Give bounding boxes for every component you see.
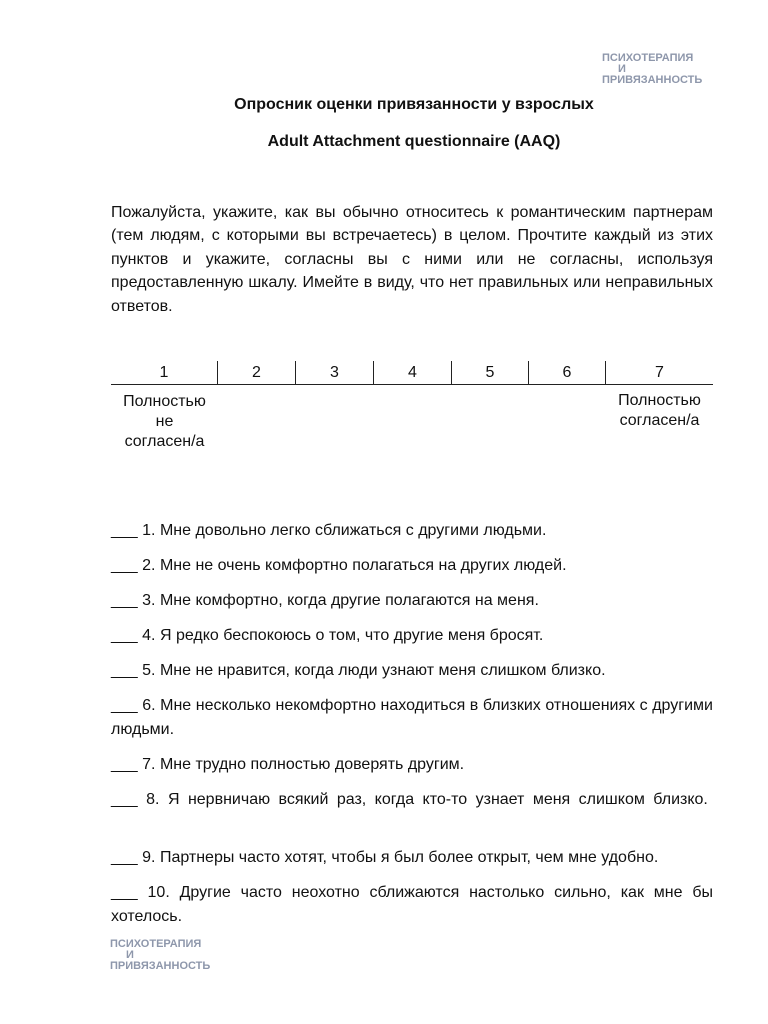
scale-point-3: 3 <box>296 361 374 384</box>
question-text: 5. Мне не нравится, когда люди узнают меня слишком близко. <box>142 662 606 679</box>
instructions-paragraph: Пожалуйста, укажите, как вы обычно относитесь к романтическим партнерам (тем людям, с которыми вы встречаетесь) в целом. Прочтите каждый из этих пунктов и укажите, согласны вы с ними или не согласны, используя предоставленную шкалу. Имейте в виду, что нет правильных или неправильных ответов. <box>111 204 713 315</box>
question-text: 4. Я редко беспокоюсь о том, что другие меня бросят. <box>142 627 544 644</box>
question-text: 7. Мне трудно полностью доверять другим. <box>142 756 465 773</box>
left-anchor-line: не <box>155 413 174 430</box>
answer-blank[interactable]: ___ <box>111 662 138 679</box>
question-item-8 <box>111 788 713 812</box>
logo-line-3: ПРИВЯЗАННОСТЬ <box>602 74 703 86</box>
question-item-4 <box>111 624 713 648</box>
scale-point-6: 6 <box>529 361 606 384</box>
scale-left-anchor <box>111 392 218 452</box>
answer-blank[interactable]: ___ <box>111 791 138 808</box>
question-item-10 <box>111 881 713 928</box>
answer-blank[interactable]: ___ <box>111 697 138 714</box>
right-anchor-line: Полностью <box>618 392 701 409</box>
question-text: 3. Мне комфортно, когда другие полагаются на меня. <box>142 592 539 609</box>
brand-logo-bottom <box>110 939 210 972</box>
right-anchor-line: согласен/а <box>619 412 700 429</box>
question-item-6 <box>111 694 713 741</box>
logo-line-1: ПСИХОТЕРАПИЯ <box>110 938 202 950</box>
question-item-7 <box>111 753 713 777</box>
logo-line-2: И <box>618 63 626 75</box>
left-anchor-line: согласен/а <box>124 433 205 450</box>
question-text: 8. Я нервничаю всякий раз, когда кто-то узнает меня слишком близко. <box>146 791 708 808</box>
answer-blank[interactable]: ___ <box>111 557 138 574</box>
question-text: 9. Партнеры часто хотят, чтобы я был более открыт, чем мне удобно. <box>142 849 659 866</box>
scale-right-anchor <box>606 391 713 431</box>
answer-blank[interactable]: ___ <box>111 756 138 773</box>
scale-point-2: 2 <box>218 361 296 384</box>
question-item-3 <box>111 589 713 613</box>
rating-scale <box>111 361 713 385</box>
question-item-1 <box>111 519 713 543</box>
question-text: 2. Мне не очень комфортно полагаться на других людей. <box>142 557 567 574</box>
answer-blank[interactable]: ___ <box>111 592 138 609</box>
brand-logo-top <box>602 53 702 86</box>
question-item-5 <box>111 659 713 683</box>
page-title: Опросник оценки привязанности у взрослых <box>234 96 594 113</box>
scale-point-7: 7 <box>655 364 664 381</box>
question-text: 10. Другие часто неохотно сближаются настолько сильно, как мне бы хотелось. <box>111 884 713 925</box>
logo-line-1: ПСИХОТЕРАПИЯ <box>602 52 694 64</box>
logo-line-3: ПРИВЯЗАННОСТЬ <box>110 960 211 972</box>
scale-point-5: 5 <box>452 361 529 384</box>
answer-blank[interactable]: ___ <box>111 522 138 539</box>
logo-line-2: И <box>126 949 134 961</box>
left-anchor-line: Полностью <box>123 393 206 410</box>
answer-blank[interactable]: ___ <box>111 849 138 866</box>
page-subtitle: Adult Attachment questionnaire (AAQ) <box>267 133 561 150</box>
scale-point-4: 4 <box>374 361 452 384</box>
question-text: 6. Мне несколько некомфортно находиться в близких отношениях с другими людьми. <box>111 697 713 738</box>
question-text: 1. Мне довольно легко сближаться с другими людьми. <box>142 522 547 539</box>
scale-point-1: 1 <box>111 361 218 384</box>
question-item-2 <box>111 554 713 578</box>
answer-blank[interactable]: ___ <box>111 627 138 644</box>
question-item-9 <box>111 846 713 870</box>
answer-blank[interactable]: ___ <box>111 884 138 901</box>
